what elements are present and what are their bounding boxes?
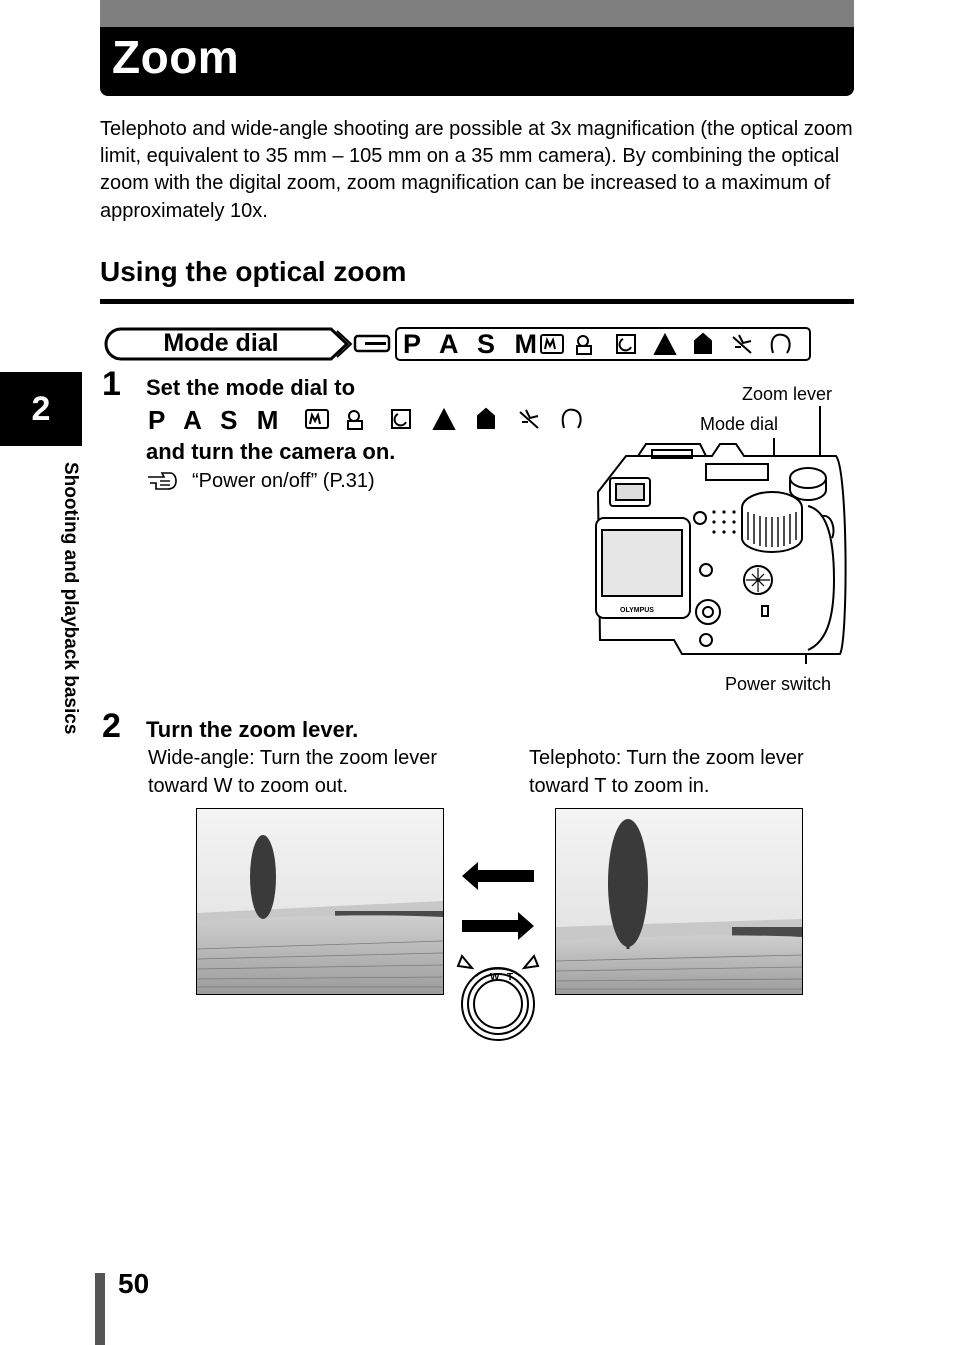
arrow-left-icon xyxy=(462,862,534,890)
step-1-line-3: and turn the camera on. xyxy=(146,439,396,464)
movie-icon xyxy=(578,336,588,346)
power-switch-callout: Power switch xyxy=(725,674,832,694)
step-1-number: 1 xyxy=(102,365,121,403)
mode-dial-label: Mode dial xyxy=(163,329,279,357)
arrow-right-icon xyxy=(462,912,534,940)
lever-t-label: T xyxy=(507,972,514,983)
page-reference xyxy=(146,468,375,494)
section-rule xyxy=(100,299,854,304)
sport-icon xyxy=(520,410,538,428)
portrait-icon xyxy=(562,410,580,428)
step-1-scene-icons xyxy=(302,405,592,433)
mode-dial-callout: Mode dial xyxy=(700,414,779,434)
mode-list-box xyxy=(395,327,811,361)
chapter-side-label: Shooting and playback basics xyxy=(60,462,81,735)
scene-mode-icons xyxy=(537,329,807,359)
pointing-hand-icon xyxy=(146,469,178,491)
step-1-mode-icons xyxy=(148,404,592,436)
landscape-icon xyxy=(655,335,675,354)
zoom-lever-callout: Zoom lever xyxy=(742,384,833,404)
title-band-top xyxy=(100,0,854,27)
portrait-landscape-icon xyxy=(478,409,494,429)
intro-paragraph: Telephoto and wide-angle shooting are possible at 3x magnification (the optical zoom limit, equivalent to 35 mm – 105 mm on a 35 mm camera). By combining the optical zoom with the digital zoom, zoom magnification can be increased to a maximum of approximately 10x. xyxy=(100,118,853,222)
zoom-lever-icon xyxy=(458,956,538,1040)
movie-icon xyxy=(349,411,359,421)
camera-brand: OLYMPUS xyxy=(620,607,654,614)
section-heading: Using the optical zoom xyxy=(100,256,407,287)
telephoto-photo xyxy=(555,808,803,995)
camera-illustration xyxy=(586,380,856,680)
mode-letters: P A S M xyxy=(403,329,544,359)
page-number: 50 xyxy=(118,1268,150,1299)
lever-w-label: W xyxy=(490,972,500,983)
step-1-mode-letters: P A S M xyxy=(148,405,285,435)
step-2-number: 2 xyxy=(102,707,121,745)
title-band xyxy=(100,0,854,96)
mode-dial-strip xyxy=(103,325,813,363)
zoom-arrows-illustration xyxy=(452,858,548,1048)
telephoto-description: Telephoto: Turn the zoom lever toward T to zoom in. xyxy=(529,747,804,797)
page-reference-text: “Power on/off” (P.31) xyxy=(192,470,375,492)
landscape-icon xyxy=(434,410,454,429)
portrait-icon xyxy=(772,335,790,353)
sport-icon xyxy=(733,335,751,353)
wide-angle-photo xyxy=(196,808,444,995)
wide-angle-description: Wide-angle: Turn the zoom lever toward W to zoom out. xyxy=(148,747,438,797)
page-title: Zoom xyxy=(112,31,240,83)
step-2-line-1: Turn the zoom lever. xyxy=(146,717,359,742)
chapter-tab: 2 xyxy=(0,372,82,446)
page-number-bar xyxy=(95,1273,105,1345)
portrait-landscape-icon xyxy=(695,334,711,354)
step-1-line-1: Set the mode dial to xyxy=(146,375,356,400)
